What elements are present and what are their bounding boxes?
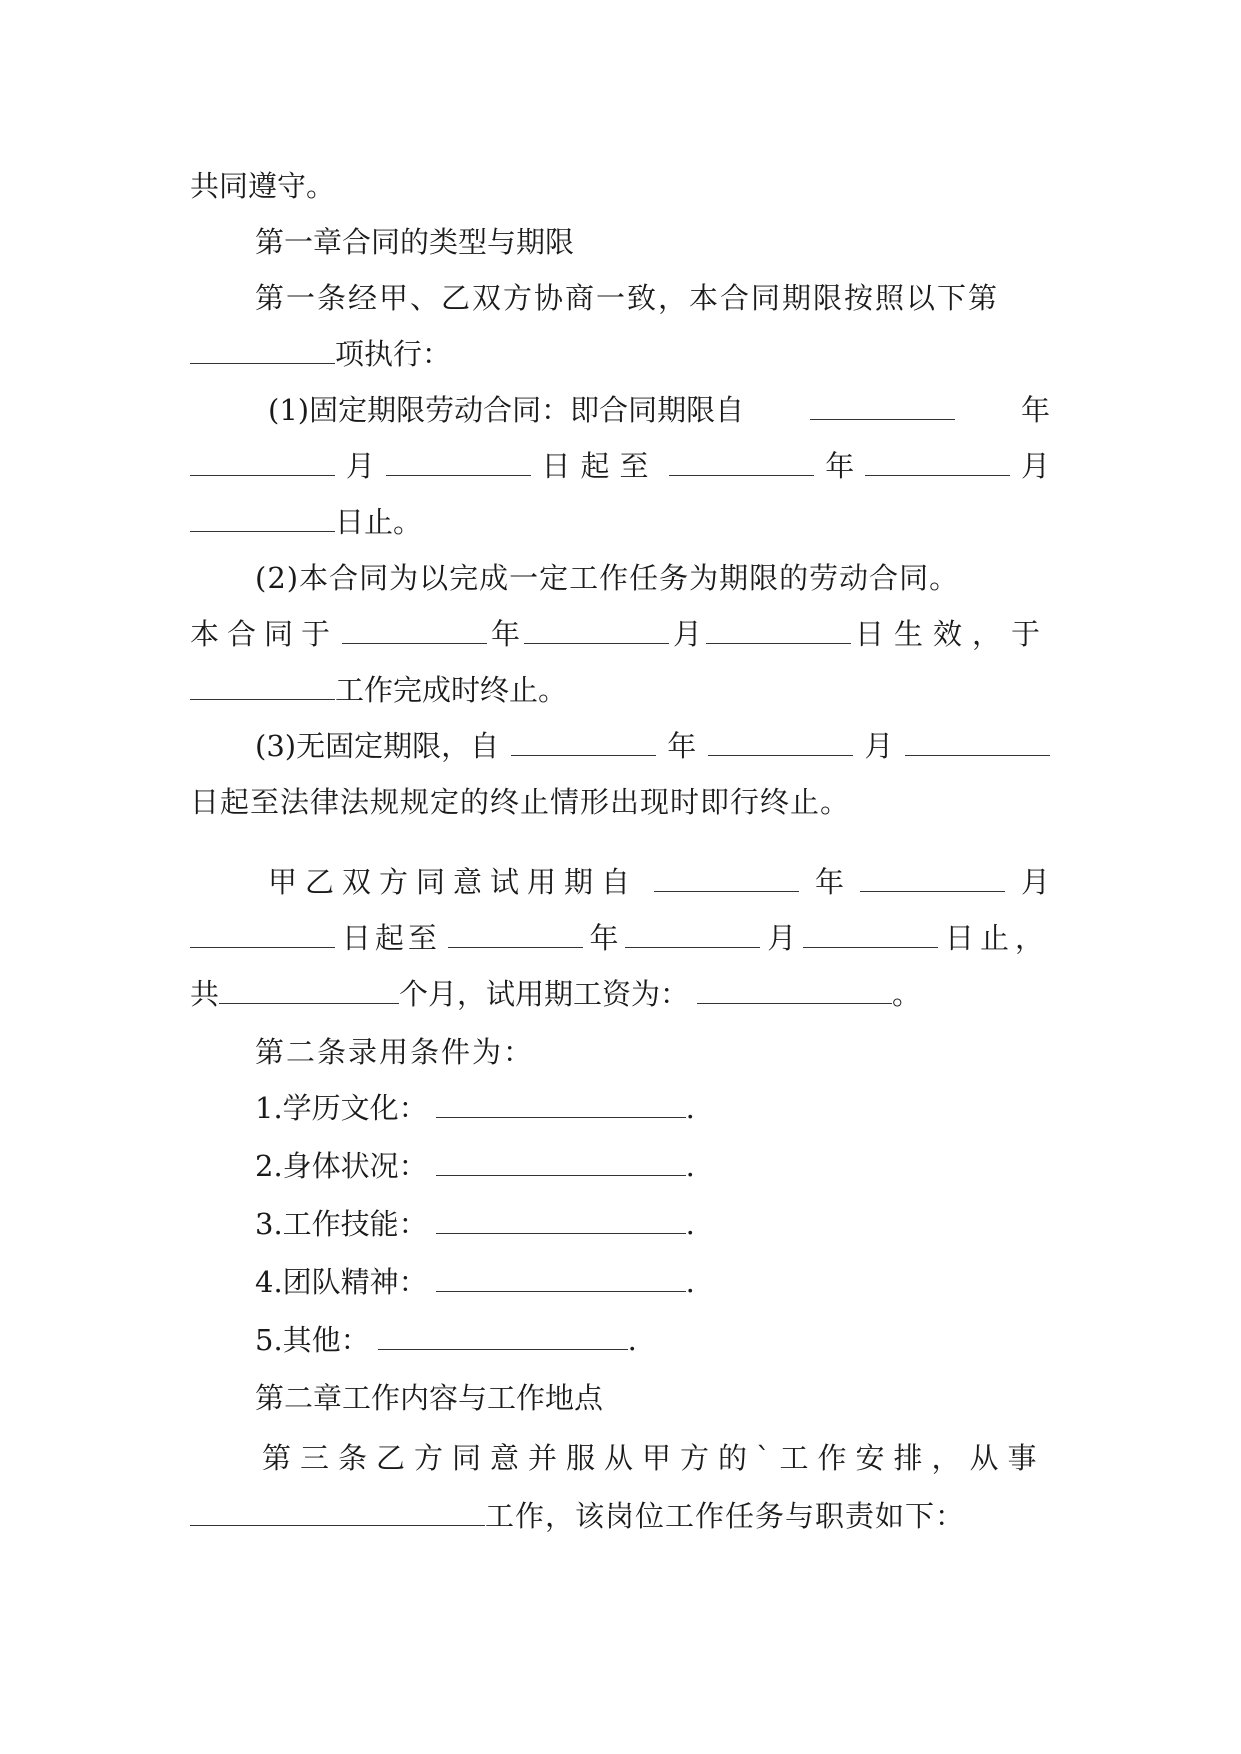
article-line (255, 1030, 1050, 1074)
text: 年 (1020, 393, 1050, 427)
paragraph-line (190, 444, 1050, 488)
text: 共同遵守。 (190, 169, 336, 203)
blank-field (190, 449, 335, 476)
text: 年 (589, 921, 619, 955)
text: 共 (190, 977, 220, 1011)
text: 第二条录用条件为： (255, 1035, 535, 1069)
list-item (255, 1202, 1050, 1246)
blank-field (386, 449, 531, 476)
blank-field (669, 449, 814, 476)
article-line (255, 276, 1050, 320)
text: 第二章工作内容与工作地点 (255, 1381, 604, 1415)
blank-field (810, 393, 955, 420)
blank-field (190, 673, 335, 700)
text: 日止， (944, 921, 1050, 955)
text: 。 (892, 977, 922, 1011)
text: 年 (667, 729, 697, 763)
blank-field (654, 865, 799, 892)
text: 第三条乙方同意并服从甲方的`工作安排，从事 (262, 1441, 1046, 1475)
text: . (685, 1207, 695, 1241)
text: 月 (345, 449, 375, 483)
paragraph-line (268, 860, 1050, 904)
blank-field (865, 449, 1010, 476)
blank-field (803, 921, 938, 948)
text: (2)本合同为以完成一定工作任务为期限的劳动合同。 (255, 561, 960, 595)
paragraph-line (190, 612, 1050, 656)
paragraph-line (190, 500, 1050, 544)
paragraph-line (190, 1494, 1050, 1538)
text: 月 (1020, 449, 1050, 483)
text: 工作，该岗位工作任务与职责如下： (485, 1499, 966, 1533)
text: 个月，试用期工资为： (399, 977, 690, 1011)
text: (3)无固定期限，自 (255, 729, 500, 763)
list-item (255, 1260, 1050, 1304)
blank-field (436, 1265, 686, 1292)
text: 年 (825, 449, 855, 483)
blank-field (190, 1499, 485, 1526)
blank-field (219, 977, 399, 1004)
text: 日起至 (541, 449, 659, 483)
text: . (627, 1323, 637, 1357)
blank-field (697, 977, 892, 1004)
text: 工作完成时终止。 (335, 673, 568, 707)
text: . (685, 1091, 695, 1125)
paragraph-line (190, 972, 1050, 1016)
blank-field (436, 1149, 686, 1176)
blank-field (378, 1323, 628, 1350)
text: 年 (814, 865, 844, 899)
text: 年 (490, 617, 520, 651)
text: 日止。 (335, 505, 423, 539)
text: 月 (672, 617, 702, 651)
blank-field (436, 1207, 686, 1234)
blank-field (625, 921, 760, 948)
article-line (262, 1436, 1050, 1480)
text: . (685, 1265, 695, 1299)
blank-field (190, 337, 335, 364)
text: 1.学历文化： (255, 1091, 428, 1125)
list-item (255, 1144, 1050, 1188)
text: 日生效，于 (854, 617, 1050, 651)
text: (1)固定期限劳动合同：即合同期限自 (268, 393, 745, 427)
blank-field (708, 729, 853, 756)
paragraph-line (268, 388, 1050, 432)
paragraph-line (190, 332, 1050, 376)
blank-field (448, 921, 583, 948)
text: 第一章合同的类型与期限 (255, 225, 575, 259)
text: 日起至法律法规规定的终止情形出现时即行终止。 (190, 785, 851, 819)
blank-field (905, 729, 1050, 756)
paragraph-line (255, 556, 1050, 600)
text: 5.其他： (255, 1323, 370, 1357)
blank-field (436, 1091, 686, 1118)
text: 4.团队精神： (255, 1265, 428, 1299)
text: 月 (767, 921, 797, 955)
blank-field (190, 505, 335, 532)
paragraph-line (255, 724, 1050, 768)
blank-field (190, 921, 335, 948)
paragraph-line (190, 668, 1050, 712)
blank-field (706, 617, 851, 644)
text: . (685, 1149, 695, 1183)
blank-field (511, 729, 656, 756)
paragraph-line (190, 916, 1050, 960)
text: 甲乙双方同意试用期自 (268, 865, 639, 899)
blank-field (524, 617, 669, 644)
text: 本合同于 (190, 617, 339, 651)
text: 3.工作技能： (255, 1207, 428, 1241)
list-item (255, 1318, 1050, 1362)
blank-field (860, 865, 1005, 892)
text: 项执行： (335, 337, 452, 371)
text: 月 (1020, 865, 1050, 899)
chapter-heading (255, 1376, 1050, 1420)
paragraph-line (190, 164, 1050, 208)
text: 第一条经甲、乙双方协商一致，本合同期限按照以下第 (255, 281, 1000, 315)
text: 月 (864, 729, 894, 763)
paragraph-line (190, 780, 1050, 824)
blank-field (342, 617, 487, 644)
list-item (255, 1086, 1050, 1130)
text: 2.身体状况： (255, 1149, 428, 1183)
chapter-heading (255, 220, 1050, 264)
text: 日起至 (341, 921, 441, 955)
